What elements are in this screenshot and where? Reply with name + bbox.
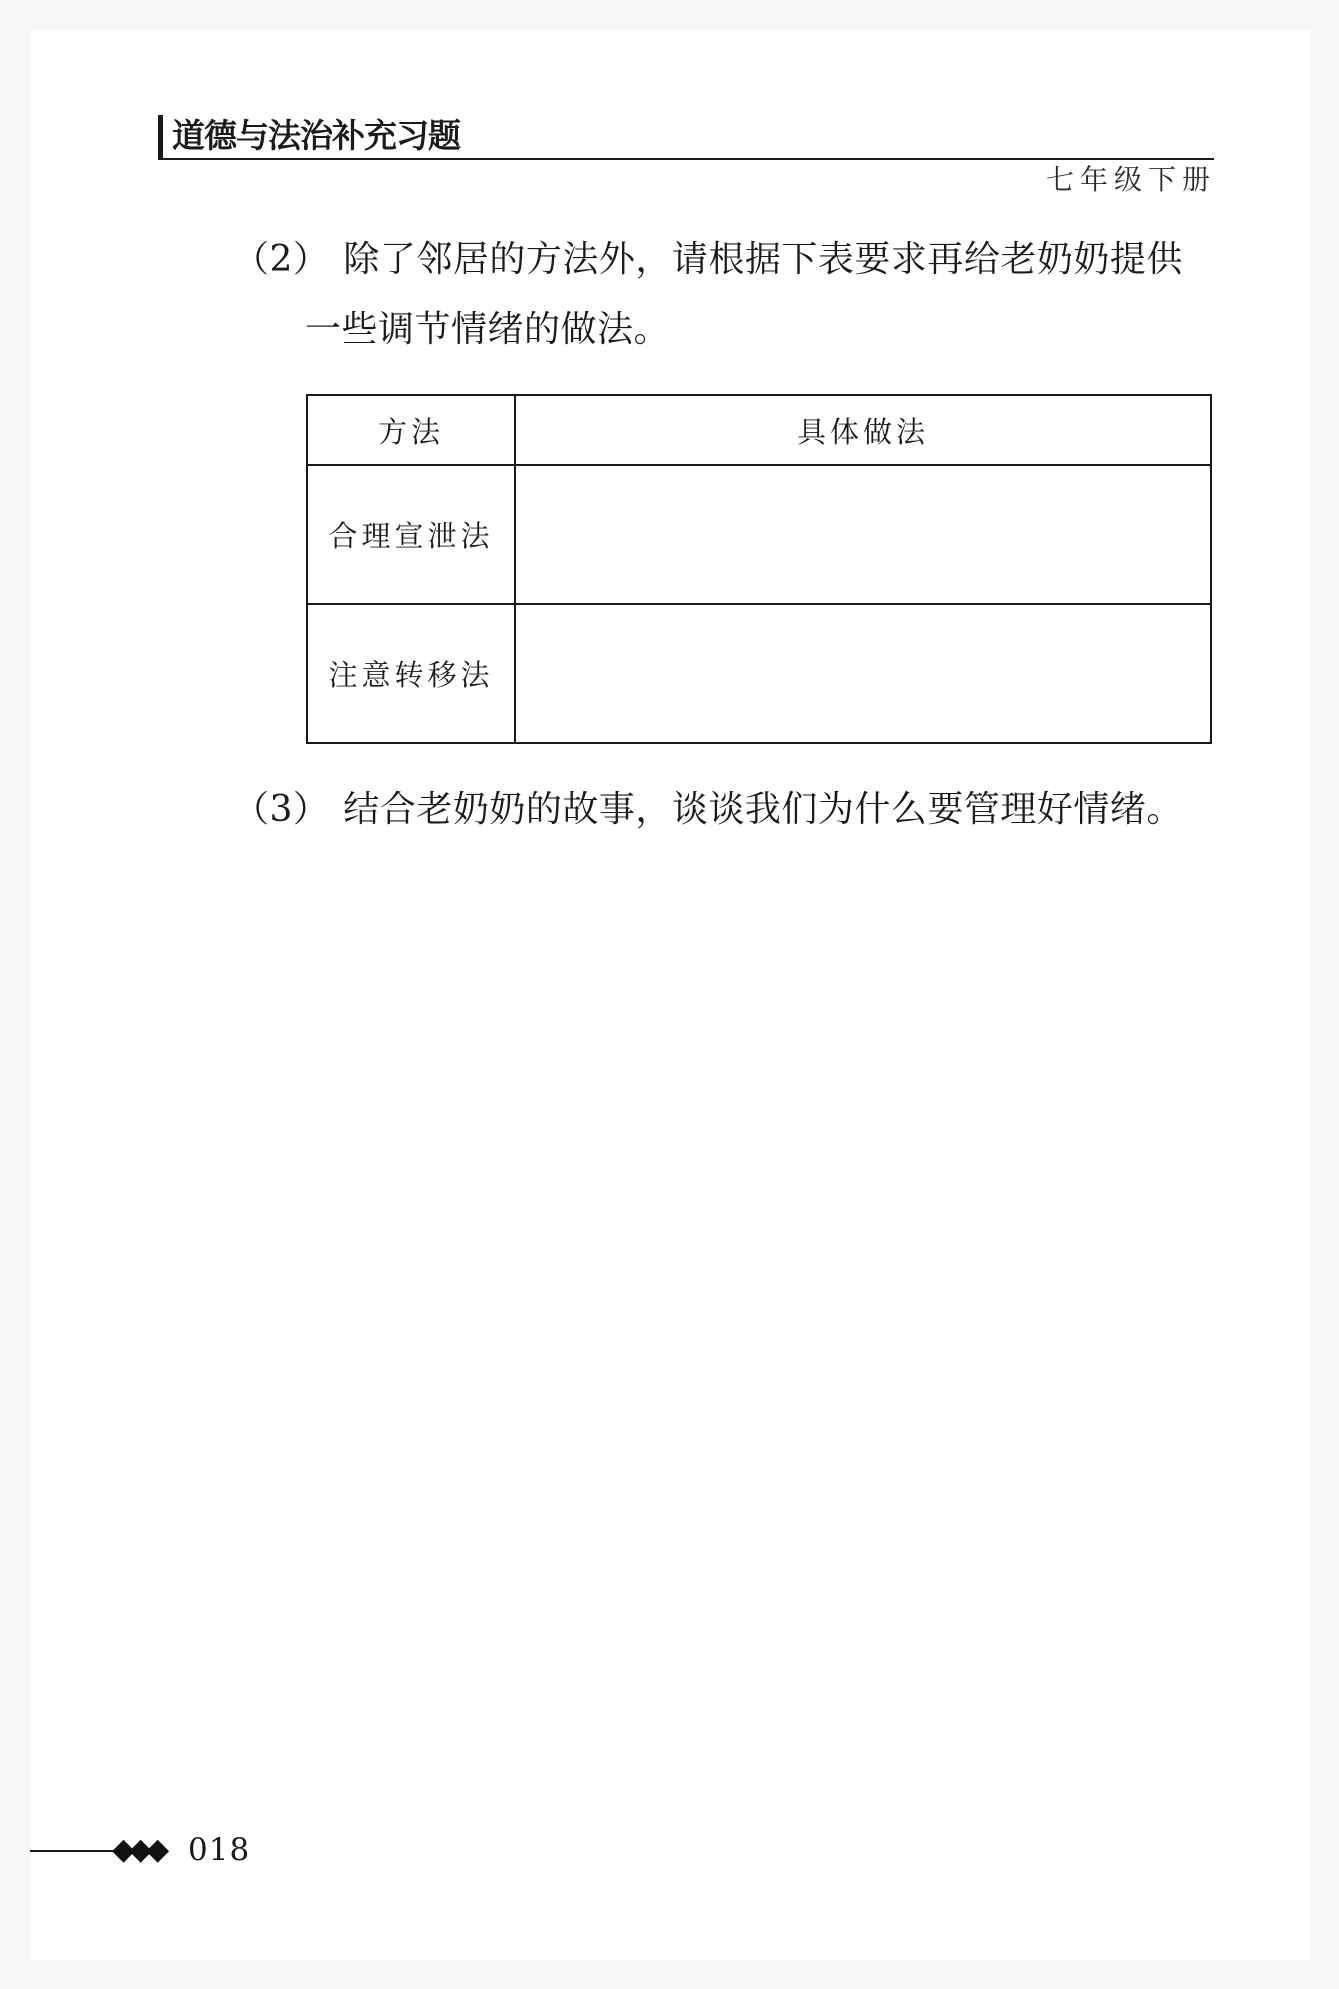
header-bar xyxy=(158,115,163,160)
question-2-text-1: 除了邻居的方法外，请根据下表要求再给老奶奶提供 xyxy=(343,239,1183,280)
table-header-method: 方法 xyxy=(307,395,515,465)
diamond-icon: ◆◆◆ xyxy=(112,1832,164,1867)
table-cell-method: 合理宣泄法 xyxy=(307,465,515,604)
method-table xyxy=(306,394,1212,744)
question-2-number: （2） xyxy=(233,239,330,280)
table-cell-method: 注意转移法 xyxy=(307,604,515,743)
question-3-text: 结合老奶奶的故事，谈谈我们为什么要管理好情绪。 xyxy=(343,789,1183,830)
question-3-number: （3） xyxy=(233,789,330,830)
book-title: 道德与法治补充习题 xyxy=(172,116,460,155)
table-cell-detail[interactable] xyxy=(515,604,1211,743)
table-header-row xyxy=(307,395,1211,465)
question-2-line-1 xyxy=(233,230,1183,290)
page-number: 018 xyxy=(188,1832,251,1868)
footer-line xyxy=(30,1850,118,1852)
table-cell-detail[interactable] xyxy=(515,465,1211,604)
table-header-detail: 具体做法 xyxy=(515,395,1211,465)
question-2-line-2: 一些调节情绪的做法。 xyxy=(305,309,671,350)
grade-label: 七年级下册 xyxy=(1045,163,1216,196)
question-3 xyxy=(233,780,1183,840)
table-row xyxy=(307,465,1211,604)
table-row xyxy=(307,604,1211,743)
